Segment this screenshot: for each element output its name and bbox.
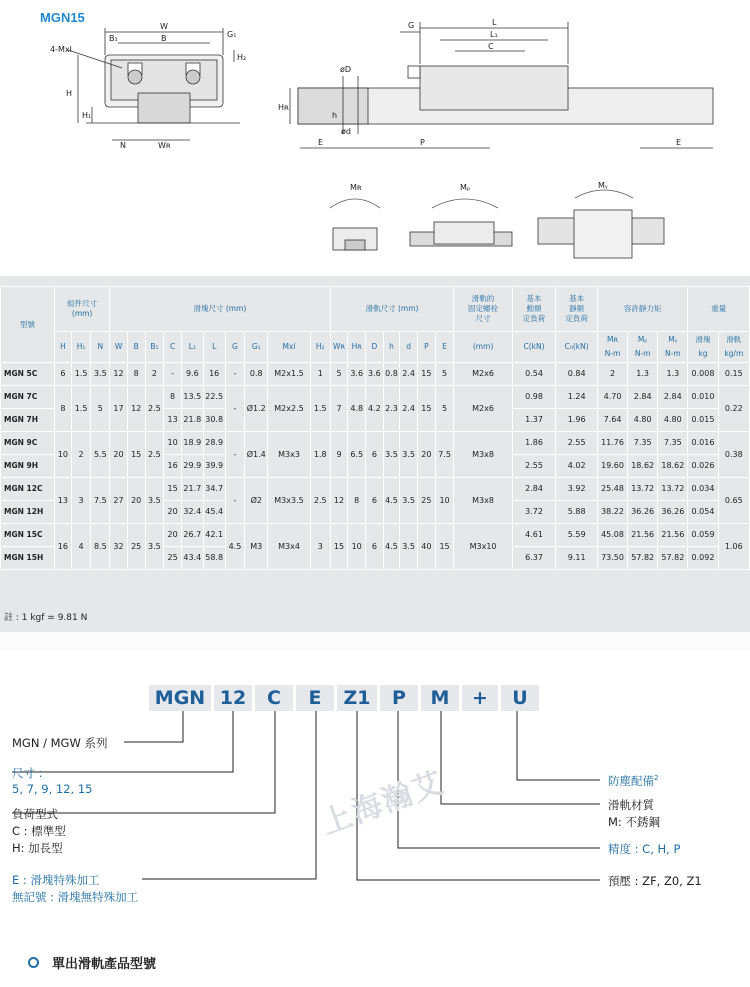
cell-model: MGN 7H <box>1 409 55 432</box>
cell-MR: 45.08 <box>597 524 627 547</box>
cell-B1: 2.5 <box>145 432 164 478</box>
moment-unit: N-m <box>634 349 651 358</box>
header-weight-sub <box>688 332 718 363</box>
cell-MY: 4.80 <box>658 409 688 432</box>
side-view <box>290 22 713 148</box>
cell-E: 10 <box>435 478 454 524</box>
cell-P: 40 <box>418 524 436 570</box>
moment-MY: Mᵧ <box>598 181 608 190</box>
header-dynamic-load: 基本 動額 定負荷 <box>512 287 556 332</box>
label-dust-sup: 2 <box>654 774 659 783</box>
cell-L: 34.7 <box>203 478 225 501</box>
cell-L: 42.1 <box>203 524 225 547</box>
cell-d: 3.5 <box>400 524 418 570</box>
cell-bolt: M2x6 <box>454 363 512 386</box>
cell-D: 6 <box>366 432 384 478</box>
cell-G: 4.5 <box>225 524 245 570</box>
cell-rail-weight: 0.22 <box>718 386 749 432</box>
table-row <box>1 478 750 501</box>
header-moment-sub <box>628 332 658 363</box>
cell-H: 13 <box>55 478 72 524</box>
header-weight-sub <box>718 332 749 363</box>
cell-model: MGN 9C <box>1 432 55 455</box>
cell-P: 15 <box>418 363 436 386</box>
cell-HR: 8 <box>348 478 366 524</box>
cell-L: 39.9 <box>203 455 225 478</box>
cell-MR: 19.60 <box>597 455 627 478</box>
cell-Mxl: M3x4 <box>268 524 311 570</box>
cell-W: 17 <box>110 386 128 432</box>
cell-L1: 32.4 <box>181 501 203 524</box>
header-bolt: 滑軌的 固定螺栓 尺寸 <box>454 287 512 332</box>
cell-h: 3.5 <box>383 432 400 478</box>
moment-axis: Mᵧ <box>668 335 678 344</box>
cell-C: 16 <box>164 455 182 478</box>
cell-Mxl: M2x2.5 <box>268 386 311 432</box>
header-sub: G₁ <box>245 332 268 363</box>
cell-L: 45.4 <box>203 501 225 524</box>
cell-D: 6 <box>366 478 384 524</box>
cell-Cd: 0.98 <box>512 386 556 409</box>
weight-part: 滑塊 <box>695 335 711 344</box>
header-sub: D <box>366 332 384 363</box>
cell-C: 20 <box>164 524 182 547</box>
label-e-special: E : 滑塊特殊加工 <box>12 873 100 887</box>
cell-N: 8.5 <box>91 524 110 570</box>
header-sub: W <box>110 332 128 363</box>
cell-wb: 0.015 <box>688 409 718 432</box>
cell-MR: 11.76 <box>597 432 627 455</box>
cell-C0: 3.92 <box>556 478 598 501</box>
cell-H1: 1.5 <box>71 386 91 432</box>
dim-C: C <box>488 42 494 51</box>
cell-H: 8 <box>55 386 72 432</box>
label-load-h: H: 加長型 <box>12 841 63 855</box>
cell-MR: 73.50 <box>597 547 627 570</box>
drawing-title: MGN15 <box>40 10 85 25</box>
header-sub: B <box>127 332 145 363</box>
cell-H: 10 <box>55 432 72 478</box>
dim-d: ød <box>341 127 351 136</box>
footer-bullet-icon <box>28 957 39 968</box>
cell-WR: 12 <box>330 478 348 524</box>
label-e-none: 無記號 : 滑塊無特殊加工 <box>12 890 139 904</box>
cell-H: 16 <box>55 524 72 570</box>
cell-HR: 6.5 <box>348 432 366 478</box>
code-segment-plus: + <box>462 685 498 711</box>
cell-MP: 7.35 <box>628 432 658 455</box>
cell-HR: 4.8 <box>348 386 366 432</box>
cell-P: 15 <box>418 386 436 432</box>
cell-L1: 9.6 <box>181 363 203 386</box>
model-code-section <box>0 650 750 987</box>
header-sub: Wʀ <box>330 332 348 363</box>
cell-C0: 5.59 <box>556 524 598 547</box>
cell-wb: 0.026 <box>688 455 718 478</box>
cell-E: 5 <box>435 386 454 432</box>
cell-MY: 7.35 <box>658 432 688 455</box>
label-preload: 預壓 : ZF, Z0, Z1 <box>608 874 702 888</box>
cell-bolt: M3x8 <box>454 432 512 478</box>
cell-D: 4.2 <box>366 386 384 432</box>
cell-G1: Ø1.4 <box>245 432 268 478</box>
cell-MR: 4.70 <box>597 386 627 409</box>
cell-C0: 4.02 <box>556 455 598 478</box>
dim-H1: H₁ <box>82 111 92 120</box>
cell-d: 3.5 <box>400 478 418 524</box>
cell-N: 5 <box>91 386 110 432</box>
cell-N: 5.5 <box>91 432 110 478</box>
cell-Cd: 1.37 <box>512 409 556 432</box>
cell-MP: 1.3 <box>628 363 658 386</box>
dim-P: P <box>420 138 425 147</box>
section-divider <box>0 632 750 650</box>
cell-rail-weight: 0.15 <box>718 363 749 386</box>
cell-B1: 3.5 <box>145 524 164 570</box>
table-row <box>1 386 750 409</box>
cell-bolt: M3x10 <box>454 524 512 570</box>
cell-B1: 3.5 <box>145 478 164 524</box>
cell-model: MGN 9H <box>1 455 55 478</box>
cell-C0: 9.11 <box>556 547 598 570</box>
header-static-load: 基本 靜額 定負荷 <box>556 287 598 332</box>
header-weight: 重量 <box>688 287 750 332</box>
dim-h: h <box>332 111 338 120</box>
cell-MP: 13.72 <box>628 478 658 501</box>
cell-rail-weight: 0.65 <box>718 478 749 524</box>
cell-HR: 3.6 <box>348 363 366 386</box>
cell-L: 28.9 <box>203 432 225 455</box>
cell-MY: 57.82 <box>658 547 688 570</box>
moment-unit: N-m <box>604 349 621 358</box>
cell-H1: 3 <box>71 478 91 524</box>
cell-H2: 1 <box>310 363 330 386</box>
header-moment-sub <box>597 332 627 363</box>
cell-W: 27 <box>110 478 128 524</box>
cell-G: - <box>225 386 245 432</box>
table-row <box>1 432 750 455</box>
cell-B: 25 <box>127 524 145 570</box>
dim-G: G <box>408 21 415 30</box>
footer-title: 單出滑軌產品型號 <box>52 957 157 972</box>
cell-E: 5 <box>435 363 454 386</box>
cell-WR: 5 <box>330 363 348 386</box>
dim-L: L <box>492 18 497 27</box>
cell-W: 12 <box>110 363 128 386</box>
cell-C0: 1.96 <box>556 409 598 432</box>
cell-h: 0.8 <box>383 363 400 386</box>
cell-h: 4.5 <box>383 478 400 524</box>
cell-G1: 0.8 <box>245 363 268 386</box>
cell-MR: 25.48 <box>597 478 627 501</box>
cell-B1: 2.5 <box>145 386 164 432</box>
header-moment: 容許靜力矩 <box>597 287 687 332</box>
header-sub: C₀(kN) <box>556 332 598 363</box>
cell-d: 2.4 <box>400 363 418 386</box>
cell-G1: Ø1.2 <box>245 386 268 432</box>
cell-B: 12 <box>127 386 145 432</box>
cell-Cd: 6.37 <box>512 547 556 570</box>
cell-P: 25 <box>418 478 436 524</box>
spec-table-section <box>0 276 750 632</box>
cell-wb: 0.010 <box>688 386 718 409</box>
cell-Cd: 4.61 <box>512 524 556 547</box>
code-segment-size: 12 <box>214 685 252 711</box>
moment-unit: N-m <box>665 349 681 358</box>
dim-H2: H₂ <box>237 53 247 62</box>
cell-Mxl: M3x3.5 <box>268 478 311 524</box>
cell-G1: M3 <box>245 524 268 570</box>
cell-model: MGN 7C <box>1 386 55 409</box>
label-load-c: C : 標準型 <box>12 824 66 838</box>
dim-H: H <box>66 89 73 98</box>
cell-L1: 21.8 <box>181 409 203 432</box>
cell-H1: 4 <box>71 524 91 570</box>
label-load-title: 負荷型式 <box>12 807 58 821</box>
header-sub: (mm) <box>454 332 512 363</box>
cell-G: - <box>225 363 245 386</box>
cell-model: MGN 12C <box>1 478 55 501</box>
cell-model: MGN 15H <box>1 547 55 570</box>
label-series: MGN / MGW 系列 <box>12 736 108 750</box>
cell-Cd: 1.86 <box>512 432 556 455</box>
cell-model: MGN 15C <box>1 524 55 547</box>
cell-Cd: 3.72 <box>512 501 556 524</box>
cell-W: 20 <box>110 432 128 478</box>
cell-C: 13 <box>164 409 182 432</box>
cell-L1: 29.9 <box>181 455 203 478</box>
cell-WR: 7 <box>330 386 348 432</box>
cell-C0: 2.55 <box>556 432 598 455</box>
cell-B: 20 <box>127 478 145 524</box>
cell-MP: 18.62 <box>628 455 658 478</box>
cell-WR: 9 <box>330 432 348 478</box>
header-sub: N <box>91 332 110 363</box>
dim-HR: Hʀ <box>278 103 289 112</box>
label-size-title: 尺寸 : <box>12 766 43 780</box>
header-sub: Mxl <box>268 332 311 363</box>
cell-C0: 1.24 <box>556 386 598 409</box>
label-dust <box>608 773 658 789</box>
cell-MY: 2.84 <box>658 386 688 409</box>
technical-drawing <box>0 0 750 270</box>
cell-d: 2.4 <box>400 386 418 432</box>
moment-axis: Mʀ <box>607 335 619 344</box>
cell-wb: 0.054 <box>688 501 718 524</box>
dim-N: N <box>120 141 126 150</box>
code-segment-preload: Z1 <box>337 685 377 711</box>
dim-D: øD <box>340 65 352 74</box>
label-size-values: 5, 7, 9, 12, 15 <box>12 782 93 796</box>
cell-B: 15 <box>127 432 145 478</box>
cell-MP: 57.82 <box>628 547 658 570</box>
cell-H1: 1.5 <box>71 363 91 386</box>
cell-Cd: 2.84 <box>512 478 556 501</box>
label-dust-text: 防塵配備 <box>608 774 654 788</box>
cell-B1: 2 <box>145 363 164 386</box>
cell-Mxl: M2x1.5 <box>268 363 311 386</box>
header-moment-sub <box>658 332 688 363</box>
cell-H2: 1.8 <box>310 432 330 478</box>
spec-table <box>0 286 750 570</box>
header-sub: C <box>164 332 182 363</box>
cell-MY: 13.72 <box>658 478 688 501</box>
dim-mxl: 4-Mxl <box>50 45 72 54</box>
cell-D: 6 <box>366 524 384 570</box>
header-sub: P <box>418 332 436 363</box>
dim-WR: Wʀ <box>158 141 171 150</box>
cell-bolt: M3x8 <box>454 478 512 524</box>
weight-unit: kg <box>698 349 708 358</box>
moment-MP: Mₚ <box>460 183 471 192</box>
cell-D: 3.6 <box>366 363 384 386</box>
cell-G: - <box>225 432 245 478</box>
header-sub: L <box>203 332 225 363</box>
header-sub: d <box>400 332 418 363</box>
cell-Cd: 2.55 <box>512 455 556 478</box>
cell-MY: 36.26 <box>658 501 688 524</box>
header-sub: C(kN) <box>512 332 556 363</box>
cell-d: 3.5 <box>400 432 418 478</box>
unit-note: 註 : 1 kgf = 9.81 N <box>4 613 88 623</box>
cell-rail-weight: 1.06 <box>718 524 749 570</box>
cell-B: 8 <box>127 363 145 386</box>
cell-N: 7.5 <box>91 478 110 524</box>
cell-C: 25 <box>164 547 182 570</box>
cell-bolt: M2x6 <box>454 386 512 432</box>
code-segment-load: C <box>255 685 293 711</box>
code-segment-series: MGN <box>149 685 211 711</box>
cell-H: 6 <box>55 363 72 386</box>
table-row <box>1 363 750 386</box>
cell-C: 10 <box>164 432 182 455</box>
dim-G1: G₁ <box>227 30 237 39</box>
cell-L1: 43.4 <box>181 547 203 570</box>
cell-HR: 10 <box>348 524 366 570</box>
cell-N: 3.5 <box>91 363 110 386</box>
cell-rail-weight: 0.38 <box>718 432 749 478</box>
cell-h: 4.5 <box>383 524 400 570</box>
cell-MY: 21.56 <box>658 524 688 547</box>
cell-L: 58.8 <box>203 547 225 570</box>
cell-L1: 13.5 <box>181 386 203 409</box>
weight-unit: kg/m <box>724 349 744 358</box>
cell-MY: 18.62 <box>658 455 688 478</box>
weight-part: 滑軌 <box>726 335 742 344</box>
cell-H1: 2 <box>71 432 91 478</box>
cell-Cd: 0.54 <box>512 363 556 386</box>
cell-h: 2.3 <box>383 386 400 432</box>
cell-C: - <box>164 363 182 386</box>
dim-B1: B₁ <box>109 34 118 43</box>
cell-wb: 0.016 <box>688 432 718 455</box>
watermark: 上海瀚艾 <box>317 764 450 842</box>
cell-L1: 18.9 <box>181 432 203 455</box>
label-rail-material: 滑軌材質 <box>608 798 654 812</box>
cell-E: 15 <box>435 524 454 570</box>
header-sub: H₁ <box>71 332 91 363</box>
cell-L1: 21.7 <box>181 478 203 501</box>
label-precision: 精度 : C, H, P <box>608 842 681 856</box>
cell-G1: Ø2 <box>245 478 268 524</box>
header-sub: Hʀ <box>348 332 366 363</box>
dim-B: B <box>161 34 167 43</box>
code-segment-dust: U <box>501 685 539 711</box>
moment-axis: Mₚ <box>637 335 648 344</box>
front-view <box>68 28 240 140</box>
cell-MY: 1.3 <box>658 363 688 386</box>
cell-wb: 0.092 <box>688 547 718 570</box>
cell-model: MGN 12H <box>1 501 55 524</box>
cell-wb: 0.034 <box>688 478 718 501</box>
cell-MR: 2 <box>597 363 627 386</box>
cell-W: 32 <box>110 524 128 570</box>
moment-diagrams <box>330 190 664 258</box>
label-rail-m: M: 不銹鋼 <box>608 815 660 829</box>
cell-model: MGN 5C <box>1 363 55 386</box>
dim-E: E <box>318 138 324 147</box>
cell-C0: 5.88 <box>556 501 598 524</box>
cell-C: 8 <box>164 386 182 409</box>
cell-C0: 0.84 <box>556 363 598 386</box>
cell-C: 15 <box>164 478 182 501</box>
code-segment-material: M <box>421 685 459 711</box>
code-segment-precision: P <box>380 685 418 711</box>
cell-wb: 0.059 <box>688 524 718 547</box>
header-sub: B₁ <box>145 332 164 363</box>
cell-wb: 0.008 <box>688 363 718 386</box>
cell-MP: 36.26 <box>628 501 658 524</box>
header-sub: H <box>55 332 72 363</box>
cell-L: 22.5 <box>203 386 225 409</box>
cell-E: 7.5 <box>435 432 454 478</box>
cell-MP: 4.80 <box>628 409 658 432</box>
cell-MR: 38.22 <box>597 501 627 524</box>
table-row <box>1 524 750 547</box>
header-sub: H₂ <box>310 332 330 363</box>
moment-MR: Mʀ <box>350 183 362 192</box>
cell-MP: 2.84 <box>628 386 658 409</box>
code-segment-block-processing: E <box>296 685 334 711</box>
cell-MP: 21.56 <box>628 524 658 547</box>
header-sub: G <box>225 332 245 363</box>
cell-MR: 7.64 <box>597 409 627 432</box>
header-sub: L₁ <box>181 332 203 363</box>
cell-C: 20 <box>164 501 182 524</box>
header-sub: E <box>435 332 454 363</box>
cell-H2: 2.5 <box>310 478 330 524</box>
cell-G: - <box>225 478 245 524</box>
header-block: 滑塊尺寸 (mm) <box>110 287 331 332</box>
dim-E2: E <box>676 138 682 147</box>
cell-L: 16 <box>203 363 225 386</box>
cell-L: 30.8 <box>203 409 225 432</box>
header-sub: h <box>383 332 400 363</box>
cell-H2: 3 <box>310 524 330 570</box>
cell-WR: 15 <box>330 524 348 570</box>
cell-H2: 1.5 <box>310 386 330 432</box>
dim-W: W <box>160 22 168 31</box>
header-assembly: 組件尺寸 (mm) <box>55 287 110 332</box>
cell-L1: 26.7 <box>181 524 203 547</box>
dim-L1: L₁ <box>490 30 498 39</box>
cell-P: 20 <box>418 432 436 478</box>
header-rail: 滑軌尺寸 (mm) <box>330 287 454 332</box>
header-model: 型號 <box>1 287 55 363</box>
cell-Mxl: M3x3 <box>268 432 311 478</box>
